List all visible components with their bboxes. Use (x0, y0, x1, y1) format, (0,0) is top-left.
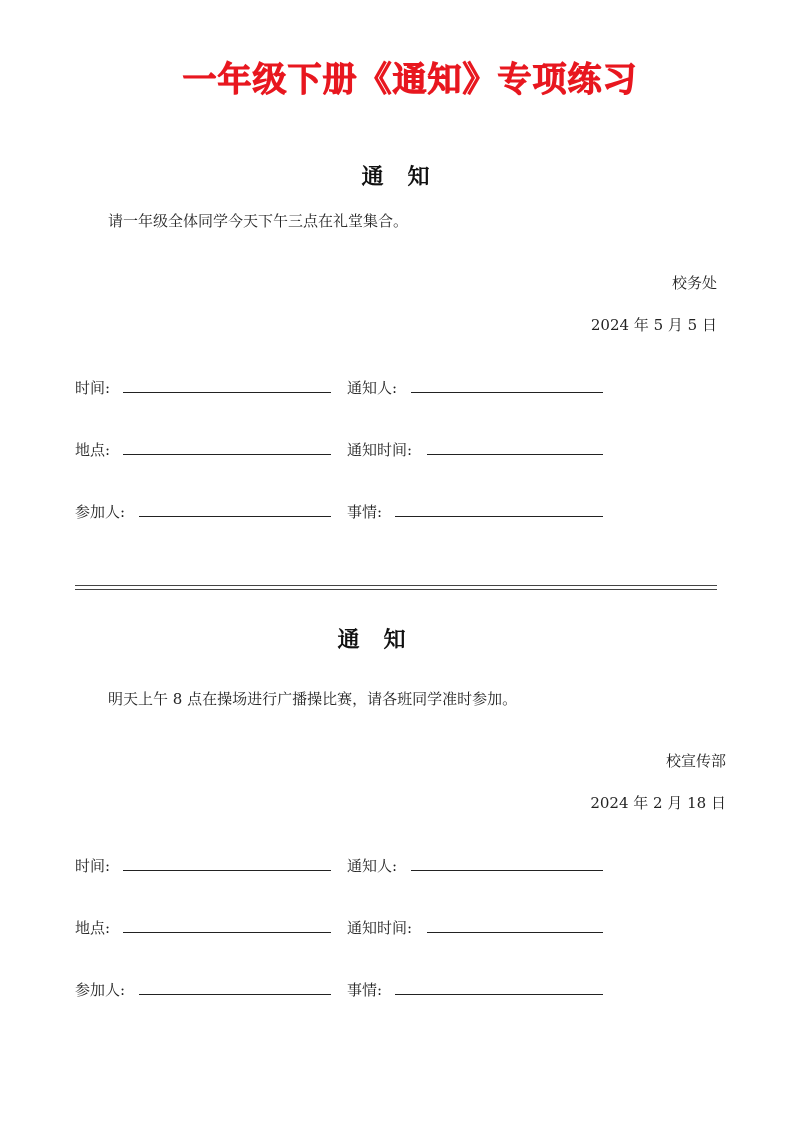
form-2-notifier-blank[interactable] (411, 870, 603, 871)
form-1-matter-label: 事情: (347, 503, 383, 521)
form-1-participants-label: 参加人: (75, 503, 126, 521)
form-1-notice-time-label: 通知时间: (347, 441, 413, 459)
form-2-notice-time-label: 通知时间: (347, 919, 413, 937)
form-2-matter-blank[interactable] (395, 994, 603, 995)
form-1-participants-blank[interactable] (139, 516, 331, 517)
form-2-notifier-label: 通知人: (347, 857, 398, 875)
form-1-notice-time-blank[interactable] (427, 454, 603, 455)
form-1-time-label: 时间: (75, 379, 111, 397)
notice-1-title-char-2: 知 (407, 164, 432, 190)
form-1-notifier-label: 通知人: (347, 379, 398, 397)
form-2-notice-time-blank[interactable] (427, 932, 603, 933)
notice-2-signer: 校宣传部 (665, 752, 726, 770)
form-2-matter-label: 事情: (347, 981, 383, 999)
notice-1-body: 请一年级全体同学今天下午三点在礼堂集合。 (108, 212, 409, 230)
notice-2-title-char-2: 知 (383, 627, 408, 653)
notice-2-body: 明天上午 8 点在操场进行广播操比赛，请各班同学准时参加。 (108, 690, 518, 708)
section-divider (75, 585, 717, 590)
page-title: 一年级下册《通知》专项练习 (182, 60, 638, 100)
notice-1-signer: 校务处 (671, 274, 717, 292)
notice-2-title (0, 623, 769, 654)
form-1-place-blank[interactable] (123, 454, 331, 455)
form-1-time-blank[interactable] (123, 392, 331, 393)
form-1-place-label: 地点: (75, 441, 111, 459)
form-2-place-label: 地点: (75, 919, 111, 937)
notice-1-title-char-1: 通 (361, 164, 386, 190)
form-2-time-blank[interactable] (123, 870, 331, 871)
form-1-matter-blank[interactable] (395, 516, 603, 517)
form-2-time-label: 时间: (75, 857, 111, 875)
form-2-participants-blank[interactable] (139, 994, 331, 995)
notice-1-date: 2024 年 5 月 5 日 (590, 316, 717, 334)
form-2-participants-label: 参加人: (75, 981, 126, 999)
form-1-notifier-blank[interactable] (411, 392, 603, 393)
notice-1-title (0, 160, 793, 191)
notice-2-title-char-1: 通 (337, 627, 362, 653)
notice-2-date: 2024 年 2 月 18 日 (590, 794, 726, 812)
form-2-place-blank[interactable] (123, 932, 331, 933)
